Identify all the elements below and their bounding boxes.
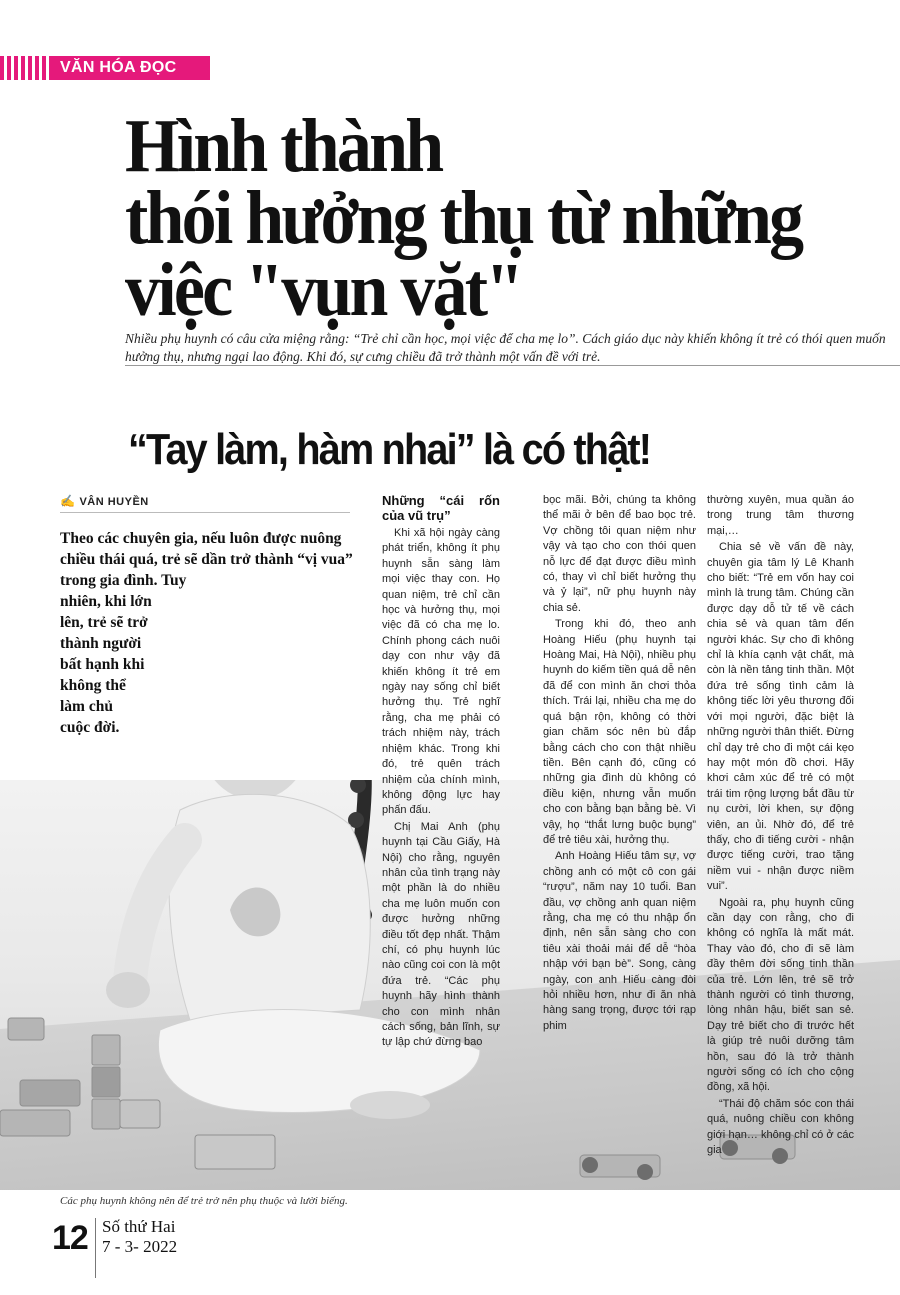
pen-icon: ✍ bbox=[60, 494, 76, 508]
paragraph: Chị Mai Anh (phụ huynh tại Cầu Giấy, Hà Nội) cho rằng, nguyên nhân của tình trạng này một phần là do nhiều cha mẹ luôn muốn con được hưởng những điều tốt đẹp nhất. Thậm chí, có phụ huynh lúc nào cũng coi con là một đứa trẻ. “Các phụ huynh hãy hình thành cho con mình nhân cách sống, bản lĩnh, sự tự lập chứ đừng bao bbox=[382, 820, 500, 1049]
byline bbox=[60, 494, 149, 508]
section-label: VĂN HÓA ĐỌC bbox=[52, 56, 210, 80]
issue-day: Số thứ Hai bbox=[102, 1217, 176, 1236]
lead-paragraph: Theo các chuyên gia, nếu luôn được nuông chiều thái quá, trẻ sẽ dần trở thành “vị vua” trong gia đình. Tuy nhiên, khi lớn lên, trẻ sẽ trở thành người bất hạnh khi không thể làm chủ cuộc đời. bbox=[60, 530, 353, 736]
headline bbox=[125, 104, 824, 332]
paragraph: Anh Hoàng Hiếu tâm sự, vợ chồng anh có một cô con gái “rượu”, năm nay 10 tuổi. Ban đầu, vợ chồng anh quan niệm rằng, cha mẹ có thu nhập ổn định, nên sẵn sàng cho con tiêu xài thoải mái để dễ “hòa nhập với bạn bè”. Song, càng ngày, con anh Hiếu càng đòi hỏi nhiều hơn, như đi ăn nhà hàng sang trọng, được tới rạp phim bbox=[543, 850, 696, 1032]
paragraph: bọc mãi. Bởi, chúng ta không thể mãi ở bên để bao bọc trẻ. Vợ chồng tôi quan niệm như vậy và tạo cho con thói quen nỗ lực để đạt được điều mình có, thay vì chỉ biết hưởng thụ và ỷ lại”, nữ phụ huynh này chia sẻ. bbox=[543, 494, 696, 614]
column-subhead: Những “cái rốn của vũ trụ” bbox=[382, 493, 500, 523]
paragraph: “Thái độ chăm sóc con thái quá, nuông chiều con không giới hạn… không chỉ có ở các gia bbox=[707, 1097, 854, 1157]
page-number: 12 bbox=[52, 1219, 88, 1257]
author-name: VÂN HUYỀN bbox=[79, 496, 149, 508]
divider bbox=[125, 365, 900, 366]
photo-caption: Các phụ huynh không nên để trẻ trở nên phụ thuộc và lười biếng. bbox=[60, 1195, 348, 1207]
article-column-2 bbox=[543, 493, 696, 1035]
sapo: Nhiều phụ huynh có câu cửa miệng rằng: “Trẻ chỉ cần học, mọi việc để cha mẹ lo”. Cách giáo dục này khiến không ít trẻ có thói quen muốn hưởng thụ, nhưng ngại lao động. Khi đó, sự cưng chiều đã trở thành một vấn đề với trẻ. bbox=[125, 331, 886, 364]
paragraph: thường xuyên, mua quần áo trong trung tâm thương mại,… bbox=[707, 494, 854, 537]
section-stripes bbox=[0, 56, 52, 80]
divider bbox=[95, 1218, 96, 1278]
paragraph: Chia sẻ về vấn đề này, chuyên gia tâm lý Lê Khanh cho biết: “Trẻ em vốn hay coi mình là trung tâm. Chúng cần được dạy dỗ tử tế về cách chia sẻ và quan tâm đến người khác. Sự cho đi không chỉ là khía cạnh vật chất, mà còn là nền tảng tinh thần. Một đứa trẻ sống tình cảm là không tiếc lời yêu thương đối với mọi người, đặc biệt là những người thân thiết. Đừng chỉ dạy trẻ cho đi một cái kẹo hay một món đồ chơi. Hãy khơi cảm xúc để trẻ có một trái tim rộng lượng bắt đầu từ nụ cười, lời khen, sự động viên, an ủi. Nhờ đó, để trẻ thấy, cho đi tiếng cười - nhận được tiếng cười, trao tặng niềm vui - nhận được niềm vui”. bbox=[707, 541, 854, 893]
headline-line: thói hưởng thụ từ những bbox=[125, 176, 802, 260]
divider bbox=[60, 512, 350, 513]
paragraph: Khi xã hội ngày càng phát triển, không ít phụ huynh sẵn sàng làm mọi việc thay con. Họ quan niệm, trẻ chỉ cần học và hưởng thụ, mọi việc đã có cha mẹ lo. Chính phong cách nuôi dạy con như vậy đã khiến không ít trẻ em ngày nay sống chỉ biết hưởng thụ. Trẻ nghĩ rằng, cha mẹ phải có trách nhiệm này, trách nhiệm khác. Trong khi đó, trẻ quên trách nhiệm của chính mình, không động lực hay phấn đấu. bbox=[382, 527, 500, 817]
issue-info bbox=[102, 1217, 177, 1257]
article-column-3 bbox=[707, 493, 854, 1159]
paragraph: Ngoài ra, phụ huynh cũng cần dạy con rằng, cho đi không có nghĩa là mất mát. Thay vào đó, cho đi sẽ làm đầy thêm đời sống tinh thần của trẻ. Lớn lên, trẻ sẽ trở thành người có tình thương, lòng nhân hậu, biết san sẻ. Dạy trẻ biết cho đi trước hết là giúp trẻ nuôi dưỡng tâm hồn, sau đó là trở thành người sống có ích cho cộng đồng, xã hội. bbox=[707, 896, 854, 1094]
paragraph: Trong khi đó, theo anh Hoàng Hiếu (phụ huynh tại Hoàng Mai, Hà Nội), nhiều phụ huynh do kiếm tiền quá dễ nên đã để con mình ăn chơi thỏa thích. Trái lại, nhiều cha mẹ do quá bận rộn, không có thời gian chăm sóc nên bù đắp bằng cách cho con thật nhiều tiền. Bên cạnh đó, cũng có những gia đình dù không có điều kiện, nhưng vẫn muốn cho con bằng bạn bằng bè. Vì vậy, họ “thắt lưng buộc bụng” để trẻ tiêu xài, hưởng thụ. bbox=[543, 618, 696, 846]
subheadline: “Tay làm, hàm nhai” là có thật! bbox=[128, 425, 651, 474]
issue-date: 7 - 3- 2022 bbox=[102, 1237, 178, 1256]
article-column-1 bbox=[382, 493, 500, 1052]
headline-line: Hình thành bbox=[125, 104, 442, 188]
section-bar bbox=[0, 56, 210, 80]
headline-line: việc "vụn vặt" bbox=[125, 248, 522, 332]
